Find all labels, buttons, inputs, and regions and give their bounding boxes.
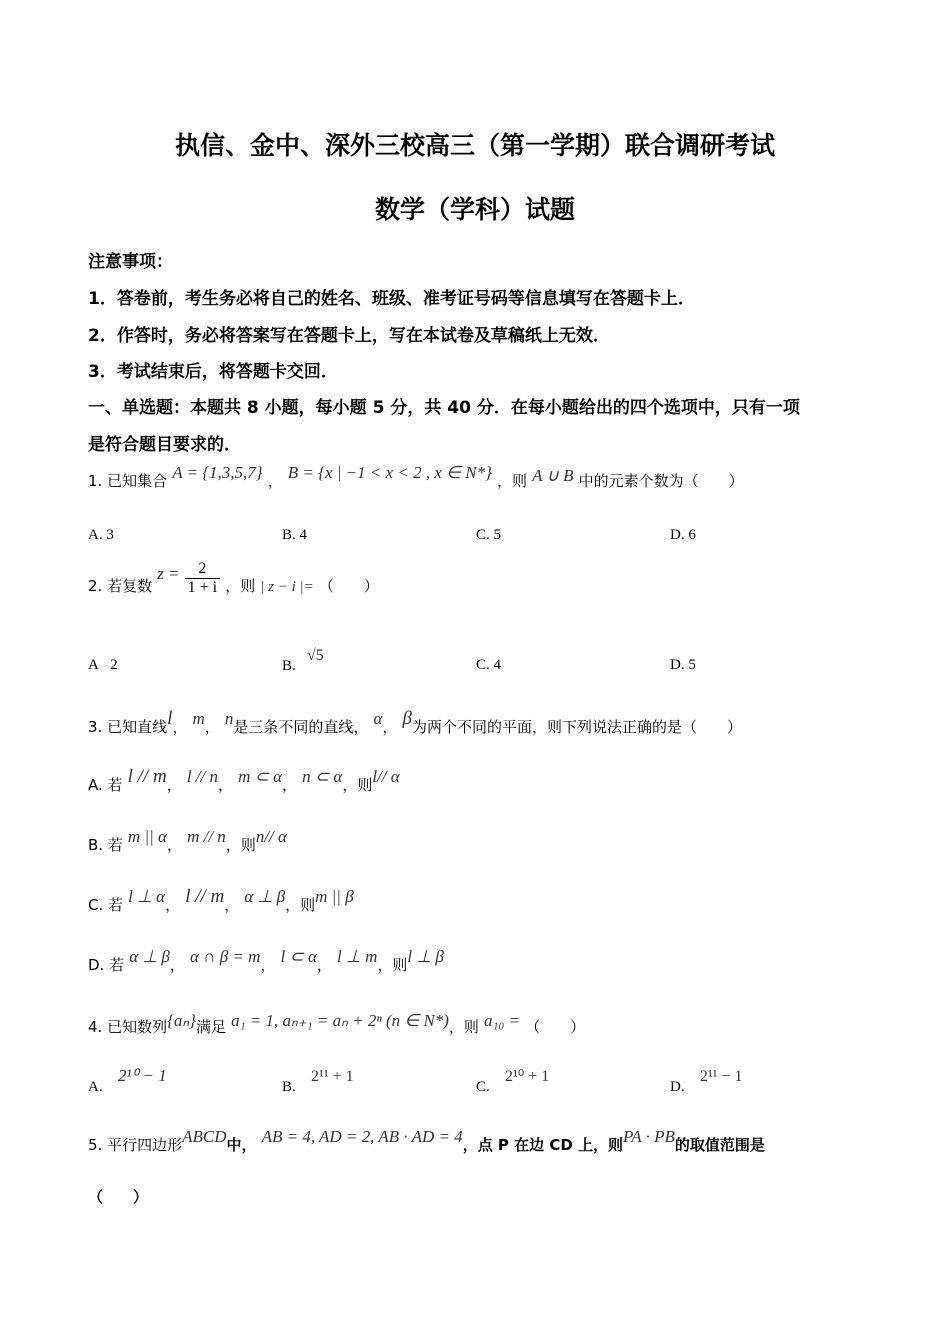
q3-option-b-label: B. 若 bbox=[88, 836, 123, 854]
q4-mid2: ，则 bbox=[448, 1018, 479, 1036]
q4-option-d-value: 2¹¹ − 1 bbox=[699, 1068, 743, 1085]
q3-c-conclusion: m || β bbox=[315, 887, 354, 906]
q4-option-b-value: 2¹¹ + 1 bbox=[311, 1068, 354, 1085]
q2-option-c: C. 4 bbox=[476, 657, 502, 673]
q3-a-sep: ， bbox=[217, 776, 233, 794]
q2-option-b-value: √5 bbox=[307, 647, 324, 664]
q3-beta: β bbox=[402, 708, 412, 729]
question-5 bbox=[88, 1126, 765, 1154]
page-title: 执信、金中、深外三校高三（第一学期）联合调研考试 bbox=[174, 131, 775, 160]
q3-b-part-2: m // n bbox=[187, 827, 226, 846]
q4-sequence: {aₙ} bbox=[167, 1011, 196, 1030]
q5-answer-paren: （ ） bbox=[88, 1188, 149, 1206]
q4-prefix: 4. 已知数列 bbox=[88, 1018, 168, 1036]
q4-condition: a₁ = 1, aₙ₊₁ = aₙ + 2ⁿ (n ∈ N*) bbox=[231, 1011, 449, 1030]
q3-a-part-4: n ⊂ α bbox=[302, 767, 343, 786]
q3-option-c bbox=[88, 886, 354, 914]
q1-set-a: A = {1,3,5,7} bbox=[172, 463, 263, 482]
q3-b-sep: ， bbox=[166, 836, 182, 854]
q3-c-sep: ， bbox=[165, 896, 181, 914]
q3-d-then: ，则 bbox=[377, 956, 408, 974]
q3-line-l: l bbox=[167, 708, 173, 729]
section-heading-line1: 一、单选题：本题共 8 小题，每小题 5 分，共 40 分．在每小题给出的四个选项中，只有一项 bbox=[88, 398, 800, 418]
q3-alpha: α bbox=[373, 709, 383, 728]
q2-option-a bbox=[88, 657, 118, 674]
q2-option-a-value: 2 bbox=[110, 657, 118, 673]
q3-d-part-1: α ⊥ β bbox=[129, 947, 170, 966]
page-subtitle: 数学（学科）试题 bbox=[374, 195, 575, 224]
q2-fraction bbox=[185, 560, 220, 597]
q1-suffix: 中的元素个数为（ ） bbox=[578, 472, 744, 490]
question-4 bbox=[88, 1010, 586, 1036]
question-3 bbox=[88, 708, 743, 736]
q4-option-b bbox=[282, 1066, 354, 1095]
q2-suffix: （ ） bbox=[318, 577, 379, 595]
q4-option-c-value: 2¹⁰ + 1 bbox=[505, 1068, 550, 1085]
q3-prefix: 3. 已知直线 bbox=[88, 718, 168, 736]
q2-prefix: 2. 若复数 bbox=[88, 577, 153, 595]
q4-option-d-label: D. bbox=[670, 1079, 685, 1095]
q4-option-c-label: C. bbox=[476, 1079, 490, 1095]
q3-suffix: 为两个不同的平面，则下列说法正确的是（ ） bbox=[412, 718, 743, 736]
q1-union: A ∪ B bbox=[532, 466, 574, 485]
q3-line-m: m bbox=[192, 709, 205, 728]
note-item-3: 3．考试结束后，将答题卡交回． bbox=[88, 362, 338, 382]
q2-option-a-label: A bbox=[88, 657, 99, 673]
q3-comma-3: ， bbox=[382, 718, 398, 736]
q2-abs: | z − i |= bbox=[260, 579, 314, 595]
q3-a-sep: ， bbox=[282, 776, 298, 794]
q5-suffix: 的取值范围是 bbox=[674, 1136, 765, 1154]
q3-c-part-1: l ⊥ α bbox=[128, 887, 166, 906]
q3-option-a-label: A. 若 bbox=[88, 776, 123, 794]
question-1 bbox=[88, 463, 744, 491]
q3-a-part-3: m ⊂ α bbox=[238, 767, 283, 786]
q1-option-c: C. 5 bbox=[476, 527, 502, 543]
question-2 bbox=[88, 560, 379, 597]
q3-c-part-2: l // m bbox=[185, 886, 225, 907]
q1-mid: ，则 bbox=[496, 472, 527, 490]
q2-mid: ，则 bbox=[225, 577, 256, 595]
q1-option-d: D. 6 bbox=[670, 527, 696, 543]
q1-option-b: B. 4 bbox=[282, 527, 308, 543]
q3-c-sep: ， bbox=[224, 896, 240, 914]
q4-option-d bbox=[670, 1066, 743, 1095]
q2-z-eq: z = bbox=[157, 564, 180, 583]
q3-c-part-3: α ⊥ β bbox=[244, 887, 286, 906]
q3-d-conclusion: l ⊥ β bbox=[407, 947, 444, 966]
q4-a10: a₁₀ = bbox=[484, 1011, 521, 1030]
q1-prefix: 1. 已知集合 bbox=[88, 472, 168, 490]
q1-comma: ， bbox=[267, 472, 283, 490]
q3-b-part-1: m || α bbox=[127, 827, 167, 846]
q3-d-part-4: l ⊥ m bbox=[337, 947, 378, 966]
q2-option-b-label: B. bbox=[282, 658, 296, 674]
q5-mid: 中， bbox=[226, 1136, 257, 1154]
q4-option-b-label: B. bbox=[282, 1079, 296, 1095]
q3-option-d bbox=[88, 946, 444, 974]
q3-a-sep: ， bbox=[166, 776, 182, 794]
q1-set-b: B = {x | −1 < x < 2 , x ∈ N*} bbox=[287, 463, 492, 482]
q3-a-then: ，则 bbox=[342, 776, 373, 794]
q5-prefix: 5. 平行四边形 bbox=[88, 1136, 183, 1154]
q4-option-a-label: A. bbox=[88, 1079, 103, 1095]
q4-option-a-value: 2¹⁰ − 1 bbox=[117, 1066, 167, 1085]
note-item-2: 2．作答时，务必将答案写在答题卡上，写在本试卷及草稿纸上无效． bbox=[88, 326, 610, 346]
q3-b-then: ，则 bbox=[225, 836, 256, 854]
q3-c-then: ，则 bbox=[285, 896, 316, 914]
q3-d-part-3: l ⊂ α bbox=[280, 947, 317, 966]
q1-option-a: A. 3 bbox=[88, 527, 114, 543]
q3-a-conclusion: l// α bbox=[372, 767, 400, 786]
q5-mid2: ，点 P 在边 CD 上，则 bbox=[462, 1136, 624, 1154]
section-heading-line2: 是符合题目要求的． bbox=[88, 435, 241, 455]
q4-option-a bbox=[88, 1066, 167, 1095]
q3-d-sep: ， bbox=[260, 956, 276, 974]
q5-parallelogram: ABCD bbox=[182, 1127, 227, 1146]
q3-d-part-2: α ∩ β = m bbox=[190, 947, 261, 966]
note-item-1: 1．答卷前，考生务必将自己的姓名、班级、准考证号码等信息填写在答题卡上． bbox=[88, 289, 695, 309]
q3-line-n: n bbox=[224, 709, 234, 728]
q3-d-sep: ， bbox=[316, 956, 332, 974]
q3-comma-2: ， bbox=[204, 718, 220, 736]
q3-option-c-label: C. 若 bbox=[88, 896, 124, 914]
q4-suffix: （ ） bbox=[525, 1018, 586, 1036]
q3-d-sep: ， bbox=[169, 956, 185, 974]
q5-condition: AB = 4, AD = 2, AB · AD = 4 bbox=[261, 1127, 463, 1146]
q2-option-b bbox=[282, 647, 324, 674]
notes-heading: 注意事项： bbox=[88, 252, 173, 272]
q3-option-a bbox=[88, 766, 400, 794]
q3-mid: 是三条不同的直线， bbox=[233, 718, 369, 736]
q5-expression: PA · PB bbox=[623, 1127, 675, 1146]
q3-option-d-label: D. 若 bbox=[88, 956, 125, 974]
q4-option-c bbox=[476, 1066, 550, 1095]
q3-b-conclusion: n// α bbox=[255, 827, 287, 846]
q3-a-part-1: l // m bbox=[127, 766, 167, 787]
q2-numerator: 2 bbox=[185, 560, 220, 579]
q4-mid: 满足 bbox=[195, 1018, 226, 1036]
q2-denominator: 1 + i bbox=[187, 579, 218, 596]
q3-comma-1: ， bbox=[172, 718, 188, 736]
q3-option-b bbox=[88, 826, 287, 854]
q3-a-part-2: l // n bbox=[186, 767, 218, 786]
q2-option-d: D. 5 bbox=[670, 657, 696, 673]
